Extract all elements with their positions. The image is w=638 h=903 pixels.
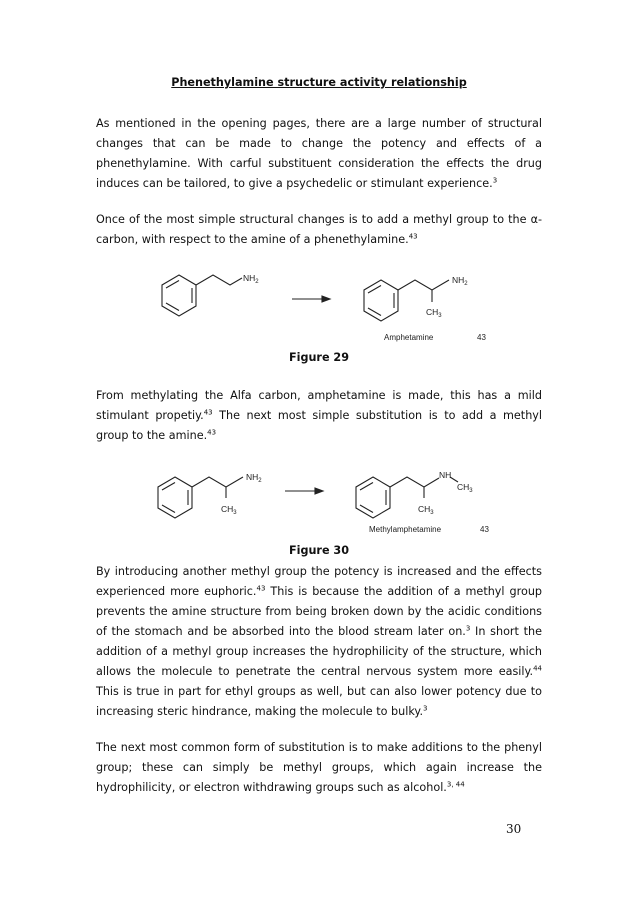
paragraph-intro: [96, 114, 542, 194]
figure-29-caption: Figure 29: [288, 351, 350, 364]
right-amine-label: $NH_2$: [452, 275, 468, 287]
right-benzene-ring: [356, 477, 390, 518]
figure-30-diagram: [0, 460, 638, 540]
right-side-chain: [390, 477, 439, 487]
paragraph-text: This is because the addition of a methyl group prevents the amine structure from being broken down by the acidic conditions of the stomach and be absorbed into the blood stream later on.: [96, 585, 543, 638]
figure-29-diagram: [0, 262, 638, 348]
paragraph-amphetamine: [96, 386, 542, 446]
product-name: Amphetamine: [384, 333, 434, 342]
paragraph-text: In short the addition of a methyl group increases the hydrophilicity of the structure, which allows the molecule to penetrate the central nervous system more easily.: [96, 625, 543, 678]
arrow-head: [315, 488, 323, 494]
paragraph-methylamphetamine: [96, 562, 542, 722]
left-amine-label: $NH_2$: [246, 472, 262, 484]
page-title: Phenethylamine structure activity relationship: [171, 76, 467, 89]
right-amine-label: NH: [439, 470, 452, 480]
citation: 3: [492, 176, 498, 185]
page-number: 30: [506, 822, 522, 836]
n-methyl-label: $CH_3$: [457, 482, 473, 494]
right-benzene-ring: [364, 280, 398, 321]
citation: 3, 44: [446, 780, 465, 789]
left-benzene-ring: [162, 275, 196, 316]
paragraph-text: Once of the most simple structural changes is to add a methyl group to the α-carbon, with respect to the amine of a phenethylamine.: [96, 213, 542, 246]
left-benzene-ring: [158, 477, 192, 518]
methyl-label: $CH_3$: [426, 307, 442, 319]
citation: 44: [533, 664, 542, 673]
product-name: Methylamphetamine: [369, 525, 442, 534]
citation: 43: [408, 232, 418, 241]
paragraph-text: As mentioned in the opening pages, there are a large number of structural changes that can be made to change the potency and effects of a phenethylamine. With carful substituent consideration the effects the drug induces can be tailored, to give a psychedelic or stimulant experience.: [96, 117, 542, 190]
paragraph-text: By introducing another methyl group the potency is increased and the effects experienced more euphoric.: [96, 565, 542, 598]
citation: 43: [203, 408, 213, 417]
product-citation: 43: [480, 525, 489, 534]
paragraph-text: The next most simple substitution is to add a methyl group to the amine.: [96, 409, 543, 442]
left-methyl-label: $CH_3$: [221, 504, 237, 516]
product-citation: 43: [477, 333, 486, 342]
paragraph-alpha-methyl: [96, 210, 542, 250]
paragraph-text: This is true in part for ethyl groups as well, but can also lower potency due to increasing steric hindrance, making the molecule to bulky.: [96, 685, 542, 718]
paragraph-text: The next most common form of substitution is to make additions to the phenyl group; these can simply be methyl groups, which again increase the hydrophilicity, or electron withdrawing groups such as alcohol.: [96, 741, 542, 794]
left-side-chain: [196, 275, 242, 285]
citation: 3: [423, 704, 428, 713]
paragraph-phenyl-substitution: [96, 738, 542, 798]
left-side-chain: [192, 477, 243, 487]
citation: 43: [207, 428, 217, 437]
figure-30-caption: Figure 30: [288, 544, 350, 557]
arrow-head: [322, 296, 330, 302]
citation: 3: [465, 624, 471, 633]
right-side-chain: [398, 280, 449, 290]
right-methyl-label: $CH_3$: [418, 504, 434, 516]
citation: 43: [256, 584, 266, 593]
left-amine-label: $NH_2$: [243, 273, 259, 285]
paragraph-text: From methylating the Alfa carbon, amphetamine is made, this has a mild stimulant propetiy.: [96, 389, 542, 422]
